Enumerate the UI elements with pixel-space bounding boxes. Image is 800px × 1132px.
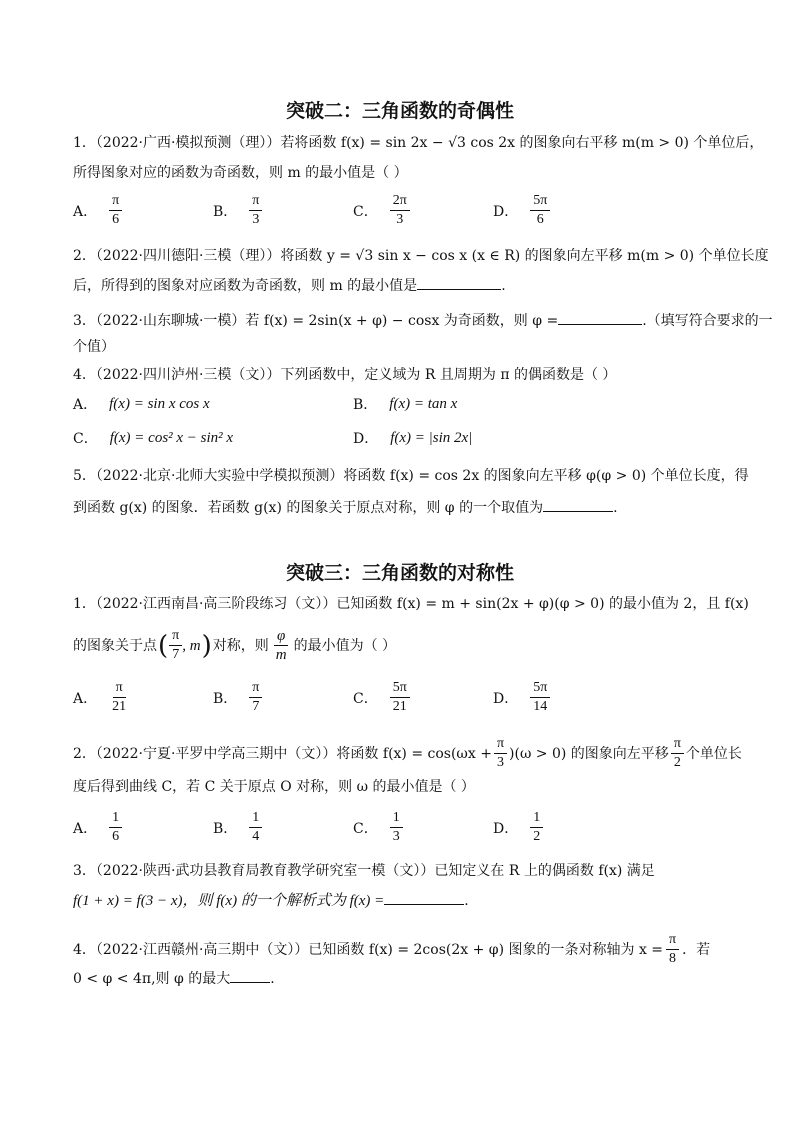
answer-blank[interactable] <box>417 275 501 290</box>
fraction: $\frac{\pi}{8}$ <box>666 932 679 967</box>
s2-q1-line2: 所得图象对应的函数为奇函数，则 m 的最小值是（ ） <box>73 165 408 181</box>
s3-q2-option-c[interactable]: C． $\frac{1}{3}$ <box>353 810 403 845</box>
s3-q4-line2: 0 < φ < 4π,则 φ 的最大 . <box>73 968 733 990</box>
fraction: $\frac{\pi}{2}$ <box>671 736 684 771</box>
section-title-parity: 突破二：三角函数的奇偶性 <box>285 100 514 122</box>
s2-q1-option-c[interactable]: C． $\frac{2\pi}{3}$ <box>353 193 410 228</box>
s3-q1-option-b[interactable]: B． $\frac{\pi}{7}$ <box>213 680 262 715</box>
s2-q1-option-d[interactable]: D． $\frac{5\pi}{6}$ <box>493 193 550 228</box>
answer-blank[interactable] <box>230 968 270 983</box>
s3-q1-line2: 的图象关于点 ( $\frac{\pi}{7}$ , m ) 对称，则 $\frac{\varphi}{m}$ 的最小值为（ ） <box>73 628 397 663</box>
s2-q1-option-a[interactable]: A． $\frac{\pi}{6}$ <box>73 193 122 228</box>
s3-q1-line1: 1．（2022·江西南昌·高三阶段练习（文））已知函数 f(x) = m + sin(2x + φ)(φ > 0) 的最小值为 2，且 f(x) <box>73 596 749 612</box>
s3-q2-option-d[interactable]: D． $\frac{1}{2}$ <box>493 810 543 845</box>
fraction: $\frac{1}{4}$ <box>249 810 262 845</box>
s2-q5-line2: 到函数 g(x) 的图象．若函数 g(x) 的图象关于原点对称，则 φ 的一个取值为 . <box>73 497 733 519</box>
s3-q2-option-b[interactable]: B． $\frac{1}{4}$ <box>213 810 262 845</box>
s3-q1-option-a[interactable]: A． $\frac{\pi}{21}$ <box>73 680 129 715</box>
s3-q1-option-c[interactable]: C． $\frac{5\pi}{21}$ <box>353 680 410 715</box>
fraction: $\frac{\pi}{3}$ <box>249 193 262 228</box>
fraction: $\frac{\pi}{7}$ <box>169 628 182 663</box>
fraction: $\frac{1}{6}$ <box>109 810 122 845</box>
section-title-symmetry: 突破三：三角函数的对称性 <box>285 562 514 584</box>
s3-q1-option-d[interactable]: D． $\frac{5\pi}{14}$ <box>493 680 550 715</box>
s2-q4-option-c[interactable]: C． f(x) = cos² x − sin² x <box>73 429 234 447</box>
s2-q3-line2: 个值） <box>73 339 115 355</box>
s2-q2-line1: 2．（2022·四川德阳·三模（理））将函数 y = √3 sin x − cos x (x ∈ R) 的图象向左平移 m(m > 0) 个单位长度 <box>73 248 769 264</box>
s2-q4-option-b[interactable]: B． f(x) = tan x <box>353 395 458 413</box>
s2-q4-line1: 4．（2022·四川泸州·三模（文））下列函数中，定义域为 R 且周期为 π 的偶函数是（ ） <box>73 367 617 383</box>
s2-q1-line1: 1．（2022·广西·模拟预测（理））若将函数 f(x) = sin 2x − √3 cos 2x 的图象向右平移 m(m > 0) 个单位后， <box>73 135 764 151</box>
s2-q4-option-a[interactable]: A． f(x) = sin x cos x <box>73 395 210 413</box>
s2-q1-option-b[interactable]: B． $\frac{\pi}{3}$ <box>213 193 262 228</box>
fraction: $\frac{1}{2}$ <box>530 810 543 845</box>
s3-q2-line2: 度后得到曲线 C，若 C 关于原点 O 对称，则 ω 的最小值是（ ） <box>73 779 475 795</box>
answer-blank[interactable] <box>558 310 642 325</box>
s3-q2-option-a[interactable]: A． $\frac{1}{6}$ <box>73 810 122 845</box>
s3-q3-line1: 3．（2022·陕西·武功县教育局教育教学研究室一模（文））已知定义在 R 上的偶函数 f(x) 满足 <box>73 863 655 879</box>
fraction: $\frac{\pi}{6}$ <box>109 193 122 228</box>
s2-q2-line2: 后，所得到的图象对应函数为奇函数，则 m 的最小值是 . <box>73 275 733 297</box>
answer-blank[interactable] <box>384 890 464 905</box>
fraction: $\frac{5\pi}{14}$ <box>530 680 550 715</box>
fraction: $\frac{1}{3}$ <box>390 810 403 845</box>
fraction: $\frac{\pi}{21}$ <box>112 680 127 714</box>
s3-q4-line1: 4．（2022·江西赣州·高三期中（文））已知函数 f(x) = 2cos(2x + φ) 图象的一条对称轴为 x = $\frac{\pi}{8}$ ．若 <box>73 932 711 966</box>
s3-q2-line1: 2．（2022·宁夏·平罗中学高三期中（文））将函数 f(x) = cos(ωx + $\frac{\pi}{3}$ )(ω > 0) 的图象向左平移 $\frac{\pi}{2}$ 个单位长 <box>73 736 742 770</box>
answer-blank[interactable] <box>543 497 613 512</box>
s3-q3-line2: f(1 + x) = f(3 − x)，则 f(x) 的一个解析式为 f(x) = . <box>73 890 733 912</box>
fraction: $\frac{2\pi}{3}$ <box>390 193 410 228</box>
s2-q5-line1: 5．（2022·北京·北师大实验中学模拟预测）将函数 f(x) = cos 2x 的图象向左平移 φ(φ > 0) 个单位长度，得 <box>73 468 749 484</box>
s2-q4-option-d[interactable]: D． f(x) = |sin 2x| <box>353 429 473 447</box>
s2-q3-line1: 3．（2022·山东聊城·一模）若 f(x) = 2sin(x + φ) − cosx 为奇函数，则 φ = .（填写符合要求的一 <box>73 310 733 332</box>
fraction: $\frac{\pi}{7}$ <box>249 680 262 715</box>
fraction: $\frac{\varphi}{m}$ <box>275 628 287 663</box>
fraction: $\frac{5\pi}{6}$ <box>530 193 550 228</box>
fraction: $\frac{\pi}{3}$ <box>494 736 507 771</box>
fraction: $\frac{5\pi}{21}$ <box>390 680 410 715</box>
